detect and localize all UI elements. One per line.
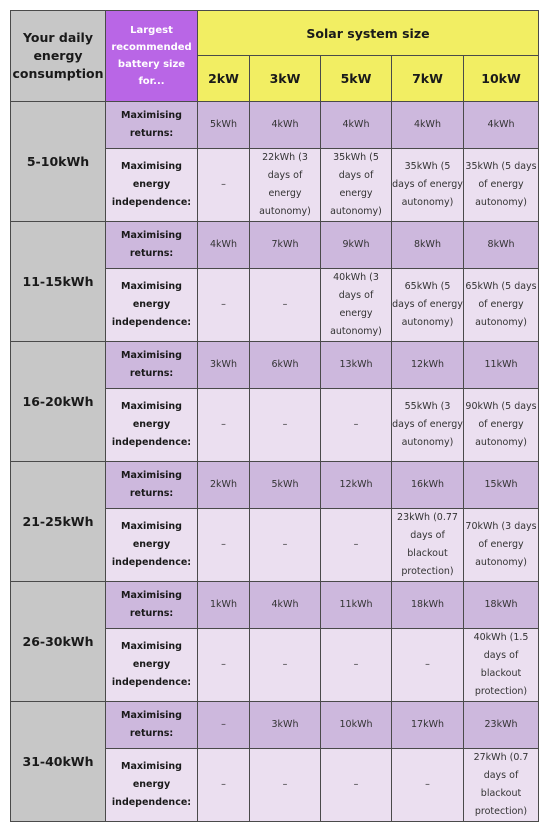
table-row-returns (11, 342, 539, 389)
goal-label-returns: Maximising returns: (106, 462, 198, 509)
returns-value-cell: 12kWh (392, 342, 464, 389)
independence-value-cell: – (250, 749, 321, 822)
independence-value-cell: – (392, 629, 464, 702)
goal-label-returns: Maximising returns: (106, 702, 198, 749)
battery-size-table (10, 10, 539, 822)
returns-value-cell: 9kWh (321, 222, 392, 269)
returns-value-cell: 11kWh (464, 342, 539, 389)
independence-value-cell: – (250, 269, 321, 342)
independence-value-cell: 22kWh (3 days of energy autonomy) (250, 149, 321, 222)
independence-value-cell: – (250, 509, 321, 582)
returns-value-cell: 8kWh (392, 222, 464, 269)
independence-value-cell: – (198, 629, 250, 702)
independence-value-cell: – (198, 749, 250, 822)
returns-value-cell: 23kWh (464, 702, 539, 749)
returns-value-cell: 3kWh (250, 702, 321, 749)
returns-value-cell: 5kWh (250, 462, 321, 509)
header-battery-size: Largest recommended battery size for... (106, 11, 198, 102)
returns-value-cell: 16kWh (392, 462, 464, 509)
header-daily-consumption: Your daily energy consumption (11, 11, 106, 102)
header-size-7kw: 7kW (392, 56, 464, 102)
consumption-range: 11-15kWh (11, 222, 106, 342)
consumption-range: 21-25kWh (11, 462, 106, 582)
returns-value-cell: 5kWh (198, 102, 250, 149)
independence-value-cell: 27kWh (0.7 days of blackout protection) (464, 749, 539, 822)
goal-label-independence: Maximising energy independence: (106, 149, 198, 222)
returns-value-cell: 4kWh (392, 102, 464, 149)
goal-label-returns: Maximising returns: (106, 582, 198, 629)
independence-value-cell: 40kWh (3 days of energy autonomy) (321, 269, 392, 342)
table-row-returns (11, 702, 539, 749)
table-row-returns (11, 462, 539, 509)
goal-label-independence: Maximising energy independence: (106, 389, 198, 462)
goal-label-independence: Maximising energy independence: (106, 269, 198, 342)
table-row-returns (11, 222, 539, 269)
independence-value-cell: – (392, 749, 464, 822)
independence-value-cell: 70kWh (3 days of energy autonomy) (464, 509, 539, 582)
battery-size-table-container (10, 10, 538, 822)
goal-label-independence: Maximising energy independence: (106, 509, 198, 582)
independence-value-cell: – (250, 629, 321, 702)
independence-value-cell: – (321, 629, 392, 702)
returns-value-cell: 4kWh (464, 102, 539, 149)
returns-value-cell: 8kWh (464, 222, 539, 269)
goal-label-returns: Maximising returns: (106, 222, 198, 269)
goal-label-returns: Maximising returns: (106, 102, 198, 149)
independence-value-cell: – (321, 389, 392, 462)
independence-value-cell: – (198, 389, 250, 462)
returns-value-cell: 6kWh (250, 342, 321, 389)
header-size-10kw: 10kW (464, 56, 539, 102)
independence-value-cell: 65kWh (5 days of energy autonomy) (392, 269, 464, 342)
header-solar-system-size: Solar system size (198, 11, 539, 56)
returns-value-cell: 4kWh (250, 102, 321, 149)
goal-label-independence: Maximising energy independence: (106, 629, 198, 702)
independence-value-cell: – (321, 509, 392, 582)
independence-value-cell: 90kWh (5 days of energy autonomy) (464, 389, 539, 462)
consumption-range: 31-40kWh (11, 702, 106, 822)
table-body (11, 102, 539, 822)
independence-value-cell: 40kWh (1.5 days of blackout protection) (464, 629, 539, 702)
consumption-range: 26-30kWh (11, 582, 106, 702)
returns-value-cell: 17kWh (392, 702, 464, 749)
independence-value-cell: – (321, 749, 392, 822)
returns-value-cell: – (198, 702, 250, 749)
returns-value-cell: 13kWh (321, 342, 392, 389)
returns-value-cell: 12kWh (321, 462, 392, 509)
header-size-5kw: 5kW (321, 56, 392, 102)
returns-value-cell: 18kWh (392, 582, 464, 629)
goal-label-independence: Maximising energy independence: (106, 749, 198, 822)
independence-value-cell: 35kWh (5 days of energy autonomy) (321, 149, 392, 222)
independence-value-cell: – (198, 149, 250, 222)
returns-value-cell: 7kWh (250, 222, 321, 269)
returns-value-cell: 2kWh (198, 462, 250, 509)
returns-value-cell: 1kWh (198, 582, 250, 629)
returns-value-cell: 3kWh (198, 342, 250, 389)
consumption-range: 5-10kWh (11, 102, 106, 222)
returns-value-cell: 4kWh (321, 102, 392, 149)
header-size-3kw: 3kW (250, 56, 321, 102)
independence-value-cell: – (250, 389, 321, 462)
returns-value-cell: 11kWh (321, 582, 392, 629)
table-row-returns (11, 102, 539, 149)
independence-value-cell: 65kWh (5 days of energy autonomy) (464, 269, 539, 342)
goal-label-returns: Maximising returns: (106, 342, 198, 389)
returns-value-cell: 4kWh (198, 222, 250, 269)
table-row-returns (11, 582, 539, 629)
independence-value-cell: 23kWh (0.77 days of blackout protection) (392, 509, 464, 582)
independence-value-cell: 55kWh (3 days of energy autonomy) (392, 389, 464, 462)
returns-value-cell: 10kWh (321, 702, 392, 749)
independence-value-cell: – (198, 269, 250, 342)
independence-value-cell: – (198, 509, 250, 582)
consumption-range: 16-20kWh (11, 342, 106, 462)
returns-value-cell: 4kWh (250, 582, 321, 629)
independence-value-cell: 35kWh (5 days of energy autonomy) (392, 149, 464, 222)
independence-value-cell: 35kWh (5 days of energy autonomy) (464, 149, 539, 222)
header-size-2kw: 2kW (198, 56, 250, 102)
returns-value-cell: 18kWh (464, 582, 539, 629)
returns-value-cell: 15kWh (464, 462, 539, 509)
